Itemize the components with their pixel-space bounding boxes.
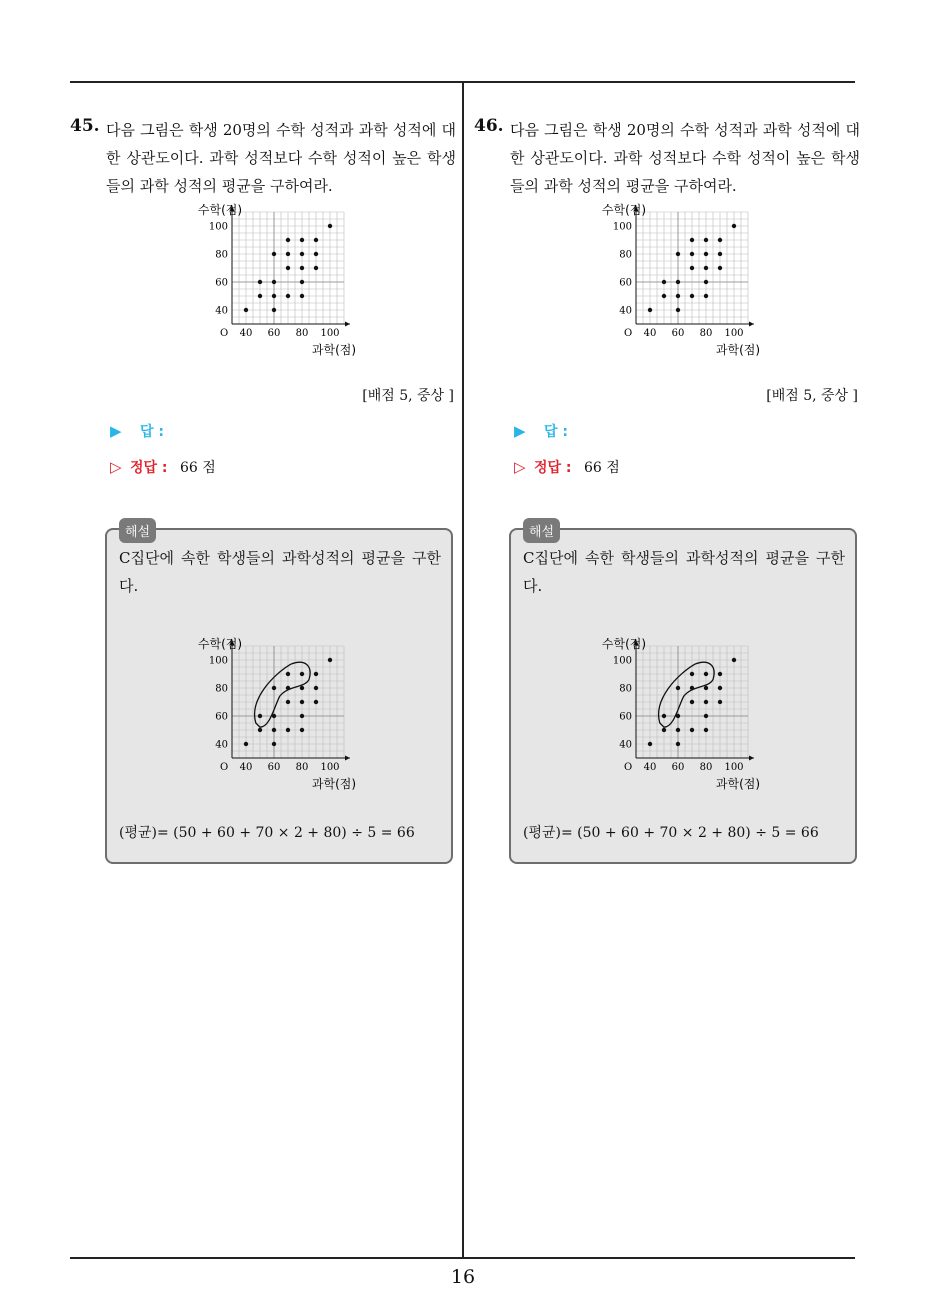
data-point — [300, 294, 304, 298]
data-point — [244, 742, 248, 746]
data-point — [732, 658, 736, 662]
data-point — [676, 294, 680, 298]
y-tick-label: 60 — [215, 711, 228, 723]
data-point — [314, 252, 318, 256]
scatter-chart — [196, 200, 366, 360]
y-tick-label: 100 — [208, 655, 228, 667]
data-point — [718, 700, 722, 704]
data-point — [690, 266, 694, 270]
play-arrow-icon: ▶ — [514, 422, 526, 440]
x-tick-label: 40 — [643, 762, 657, 773]
x-tick-label: 100 — [320, 328, 340, 339]
data-point — [314, 700, 318, 704]
origin-label: O — [220, 762, 229, 773]
y-axis-label: 수학(점) — [197, 203, 243, 217]
question-number: 45. — [70, 116, 100, 136]
data-point — [300, 238, 304, 242]
bottom-rule — [70, 1257, 855, 1259]
y-tick-label: 80 — [215, 249, 228, 261]
data-point — [286, 294, 290, 298]
y-tick-label: 80 — [215, 683, 228, 695]
data-point — [300, 266, 304, 270]
data-point — [286, 686, 290, 690]
score-info: [배점 5, 중상 ] — [766, 388, 858, 404]
x-tick-label: 100 — [724, 762, 744, 773]
x-tick-label: 80 — [699, 328, 713, 339]
data-point — [662, 280, 666, 284]
y-tick-label: 40 — [215, 305, 228, 317]
origin-label: O — [220, 328, 229, 339]
play-arrow-icon: ▶ — [110, 422, 122, 440]
data-point — [286, 700, 290, 704]
data-point — [690, 672, 694, 676]
solution-tag: 해설 — [523, 518, 560, 543]
answer-row — [514, 421, 568, 441]
y-axis-label: 수학(점) — [601, 203, 647, 217]
y-axis-label: 수학(점) — [601, 637, 647, 651]
solution-text: C집단에 속한 학생들의 과학성적의 평균을 구한다. — [119, 549, 441, 595]
x-tick-label: 100 — [724, 328, 744, 339]
data-point — [328, 224, 332, 228]
answer-row — [110, 421, 164, 441]
page-number: 16 — [450, 1266, 476, 1288]
data-point — [718, 266, 722, 270]
x-axis-label: 과학(점) — [715, 343, 761, 357]
score-info: [배점 5, 중상 ] — [362, 388, 454, 404]
data-point — [662, 294, 666, 298]
data-point — [704, 686, 708, 690]
data-point — [690, 294, 694, 298]
data-point — [272, 742, 276, 746]
correct-answer-row — [110, 457, 216, 477]
data-point — [258, 728, 262, 732]
data-point — [244, 308, 248, 312]
data-point — [258, 280, 262, 284]
solution-formula: (평균)= (50 + 60 + 70 × 2 + 80) ÷ 5 = 66 — [119, 825, 415, 841]
data-point — [286, 252, 290, 256]
data-point — [704, 280, 708, 284]
x-tick-label: 60 — [671, 762, 685, 773]
data-point — [300, 714, 304, 718]
data-point — [704, 728, 708, 732]
data-point — [704, 714, 708, 718]
data-point — [328, 658, 332, 662]
correct-label: 정답 : — [130, 460, 168, 476]
data-point — [690, 686, 694, 690]
y-tick-label: 40 — [619, 305, 632, 317]
data-point — [704, 238, 708, 242]
data-point — [676, 686, 680, 690]
x-axis-arrow — [345, 322, 350, 327]
data-point — [258, 714, 262, 718]
data-point — [272, 294, 276, 298]
x-tick-label: 100 — [320, 762, 340, 773]
correct-value: 66 점 — [583, 460, 620, 476]
data-point — [718, 686, 722, 690]
data-point — [272, 714, 276, 718]
data-point — [286, 266, 290, 270]
data-point — [272, 728, 276, 732]
x-axis-label: 과학(점) — [715, 777, 761, 791]
data-point — [690, 252, 694, 256]
data-point — [676, 714, 680, 718]
origin-label: O — [624, 328, 633, 339]
data-point — [718, 238, 722, 242]
outline-arrow-icon: ▷ — [514, 458, 526, 476]
data-point — [732, 224, 736, 228]
data-point — [300, 686, 304, 690]
data-point — [258, 294, 262, 298]
correct-label: 정답 : — [534, 460, 572, 476]
data-point — [704, 700, 708, 704]
data-point — [300, 280, 304, 284]
data-point — [314, 672, 318, 676]
y-tick-label: 40 — [215, 739, 228, 751]
y-tick-label: 80 — [619, 249, 632, 261]
data-point — [676, 280, 680, 284]
data-point — [690, 728, 694, 732]
y-tick-label: 80 — [619, 683, 632, 695]
data-point — [272, 252, 276, 256]
data-point — [676, 252, 680, 256]
data-point — [690, 238, 694, 242]
data-point — [704, 294, 708, 298]
y-tick-label: 60 — [619, 711, 632, 723]
data-point — [286, 238, 290, 242]
question-text: 다음 그림은 학생 20명의 수학 성적과 과학 성적에 대한 상관도이다. 과학 성적보다 수학 성적이 높은 학생들의 과학 성적의 평균을 구하여라. — [510, 121, 860, 195]
data-point — [676, 308, 680, 312]
data-point — [704, 266, 708, 270]
data-point — [676, 742, 680, 746]
data-point — [662, 728, 666, 732]
data-point — [272, 280, 276, 284]
data-point — [300, 672, 304, 676]
outline-arrow-icon: ▷ — [110, 458, 122, 476]
answer-label: 답 : — [140, 424, 164, 440]
x-tick-label: 80 — [699, 762, 713, 773]
data-point — [718, 252, 722, 256]
x-tick-label: 60 — [267, 762, 281, 773]
x-tick-label: 40 — [239, 762, 253, 773]
answer-label: 답 : — [544, 424, 568, 440]
solution-scatter-chart — [196, 634, 366, 794]
data-point — [314, 266, 318, 270]
data-point — [272, 686, 276, 690]
x-tick-label: 80 — [295, 328, 309, 339]
y-axis-label: 수학(점) — [197, 637, 243, 651]
data-point — [286, 672, 290, 676]
data-point — [648, 308, 652, 312]
y-tick-label: 100 — [612, 655, 632, 667]
data-point — [690, 700, 694, 704]
x-tick-label: 60 — [671, 328, 685, 339]
y-tick-label: 60 — [215, 277, 228, 289]
data-point — [718, 672, 722, 676]
x-tick-label: 80 — [295, 762, 309, 773]
correct-value: 66 점 — [179, 460, 216, 476]
data-point — [272, 308, 276, 312]
data-point — [676, 728, 680, 732]
solution-text: C집단에 속한 학생들의 과학성적의 평균을 구한다. — [523, 549, 845, 595]
data-point — [300, 728, 304, 732]
solution-box — [509, 525, 857, 864]
data-point — [648, 742, 652, 746]
data-point — [300, 252, 304, 256]
y-tick-label: 60 — [619, 277, 632, 289]
data-point — [314, 238, 318, 242]
data-point — [314, 686, 318, 690]
y-tick-label: 100 — [208, 221, 228, 233]
x-axis-arrow — [345, 756, 350, 761]
correct-answer-row — [514, 457, 620, 477]
data-point — [704, 252, 708, 256]
origin-label: O — [624, 762, 633, 773]
x-tick-label: 60 — [267, 328, 281, 339]
question-text: 다음 그림은 학생 20명의 수학 성적과 과학 성적에 대한 상관도이다. 과학 성적보다 수학 성적이 높은 학생들의 과학 성적의 평균을 구하여라. — [106, 121, 456, 195]
x-tick-label: 40 — [239, 328, 253, 339]
data-point — [704, 672, 708, 676]
solution-formula: (평균)= (50 + 60 + 70 × 2 + 80) ÷ 5 = 66 — [523, 825, 819, 841]
x-tick-label: 40 — [643, 328, 657, 339]
x-axis-arrow — [749, 756, 754, 761]
data-point — [662, 714, 666, 718]
x-axis-arrow — [749, 322, 754, 327]
y-tick-label: 100 — [612, 221, 632, 233]
scatter-chart — [600, 200, 770, 360]
y-tick-label: 40 — [619, 739, 632, 751]
solution-tag: 해설 — [119, 518, 156, 543]
data-point — [286, 728, 290, 732]
x-axis-label: 과학(점) — [311, 777, 357, 791]
question-number: 46. — [474, 116, 504, 136]
solution-scatter-chart — [600, 634, 770, 794]
column-divider — [462, 82, 464, 1258]
solution-box — [105, 525, 453, 864]
x-axis-label: 과학(점) — [311, 343, 357, 357]
data-point — [300, 700, 304, 704]
